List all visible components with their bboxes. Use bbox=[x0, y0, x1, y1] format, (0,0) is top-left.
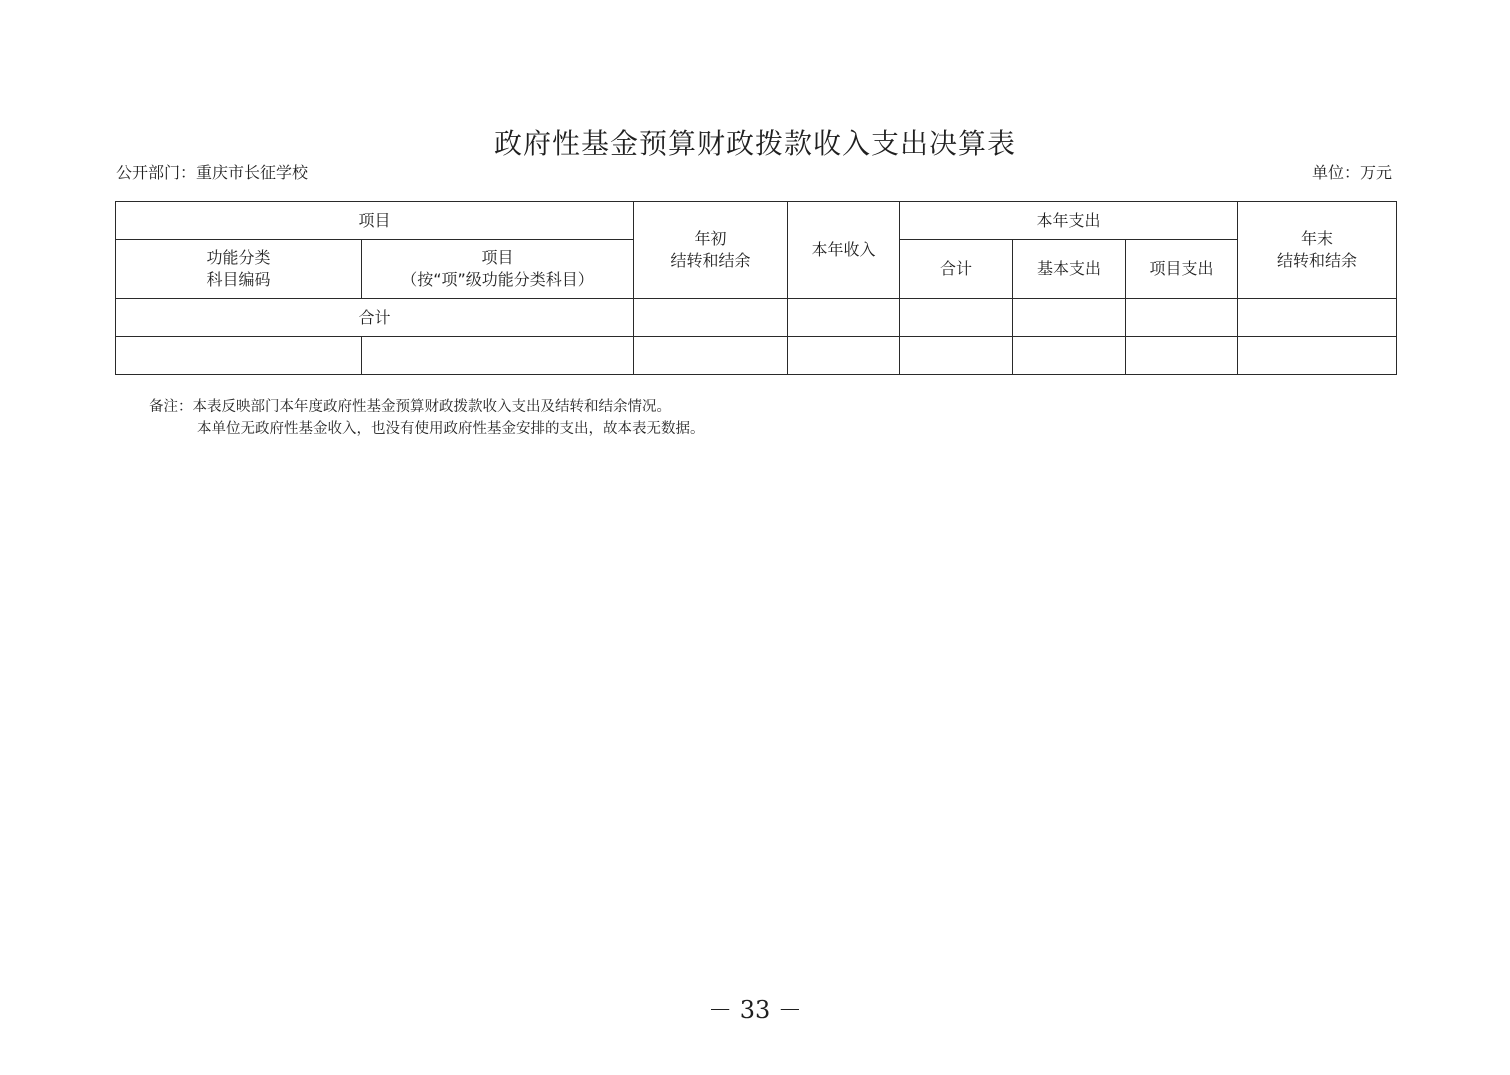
row-exp-basic-cell bbox=[1013, 337, 1126, 375]
total-exp-basic-cell bbox=[1013, 299, 1126, 337]
row-income-cell bbox=[788, 337, 900, 375]
budget-table bbox=[115, 201, 1397, 375]
row-begin-cell bbox=[634, 337, 788, 375]
unit-label: 单位：万元 bbox=[1311, 163, 1392, 182]
note-line-2: 本单位无政府性基金收入，也没有使用政府性基金安排的支出，故本表无数据。 bbox=[197, 421, 705, 437]
report-title: 政府性基金预算财政拨款收入支出决算表 bbox=[493, 127, 1016, 160]
total-exp-project-cell bbox=[1126, 299, 1238, 337]
total-exp-total-cell bbox=[900, 299, 1013, 337]
row-exp-project-cell bbox=[1126, 337, 1238, 375]
header-item-line1: 项目 bbox=[481, 248, 514, 267]
header-exp-basic: 基本支出 bbox=[1013, 240, 1126, 299]
header-row-1 bbox=[116, 202, 1397, 240]
header-func-code-line1: 功能分类 bbox=[206, 248, 271, 267]
header-begin-line1: 年初 bbox=[694, 229, 727, 248]
header-item bbox=[362, 240, 634, 299]
row-item-cell bbox=[362, 337, 634, 375]
header-func-code bbox=[116, 240, 362, 299]
header-expense-group: 本年支出 bbox=[900, 202, 1238, 240]
header-begin-balance bbox=[634, 202, 788, 299]
department-label: 公开部门：重庆市长征学校 bbox=[116, 163, 309, 182]
header-item-group: 项目 bbox=[116, 202, 634, 240]
header-func-code-line2: 科目编码 bbox=[206, 270, 271, 289]
row-func-code-cell bbox=[116, 337, 362, 375]
notes bbox=[149, 396, 705, 440]
total-income-cell bbox=[788, 299, 900, 337]
total-end-cell bbox=[1238, 299, 1397, 337]
total-row-label: 合计 bbox=[116, 299, 634, 337]
row-end-cell bbox=[1238, 337, 1397, 375]
total-begin-cell bbox=[634, 299, 788, 337]
header-exp-total: 合计 bbox=[900, 240, 1013, 299]
note-line-1: 备注：本表反映部门本年度政府性基金预算财政拨款收入支出及结转和结余情况。 bbox=[149, 399, 671, 415]
table-row bbox=[116, 337, 1397, 375]
total-row bbox=[116, 299, 1397, 337]
header-begin-line2: 结转和结余 bbox=[670, 251, 751, 270]
header-item-line2: （按“项”级功能分类科目） bbox=[401, 270, 594, 289]
header-exp-project: 项目支出 bbox=[1126, 240, 1238, 299]
header-income: 本年收入 bbox=[788, 202, 900, 299]
row-exp-total-cell bbox=[900, 337, 1013, 375]
page-number: － 33 － bbox=[708, 996, 802, 1024]
header-end-balance bbox=[1238, 202, 1397, 299]
header-end-line2: 结转和结余 bbox=[1277, 251, 1358, 270]
header-end-line1: 年末 bbox=[1301, 229, 1334, 248]
